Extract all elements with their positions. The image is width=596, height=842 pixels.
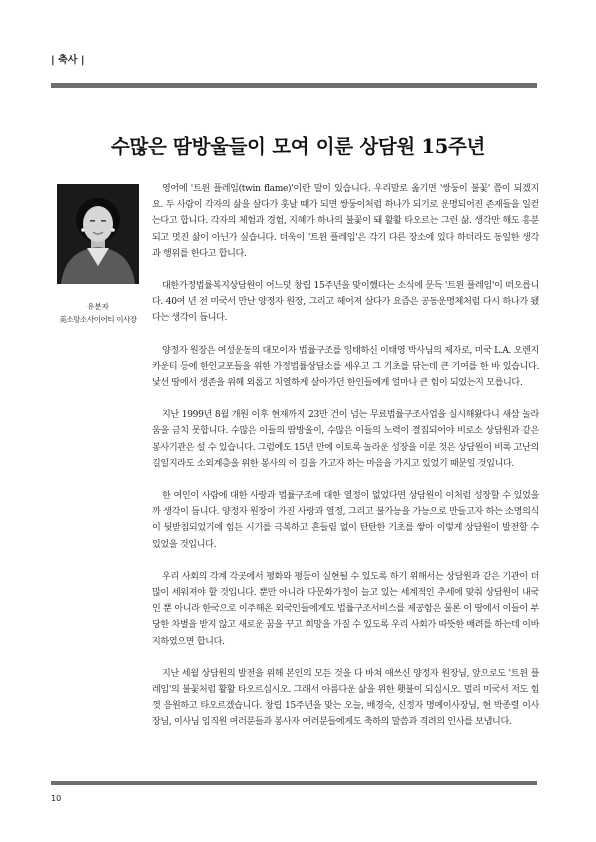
paragraph: 우리 사회의 각계 각곳에서 평화와 평등이 실현될 수 있도록 하기 위해서는 상담원과 같은 기관이 더 많이 세워져야 할 것입니다. 뿐만 아니라 다문화가정이 늘고 있는 세계적인 추세에 맞춰 상담원이 내국인 뿐 아니라 한국으로 이주해온 외국인들에게도 법률구조서비스를 제공함은 물론 이 땅에서 이들이 부당한 차별을 받지 않고 새로운 꿈을 꾸고 희망을 가질 수 있도록 우리 사회가 따뜻한 배려를 하는데 이바지하였으면 합니다. [152,571,539,647]
bottom-divider [51,781,537,785]
section-label: | 축사 | [51,55,85,66]
article-body [152,181,539,731]
paragraph: 한 여인이 사람에 대한 사랑과 법률구조에 대한 열정이 없었다면 상담원이 이처럼 성장할 수 있었을까 생각이 듭니다. 양정자 원장이 가진 사랑과 열정, 그리고 불가능을 가능으로 만들고자 하는 소명의식이 뒷받침되었기에 힘든 시기를 극복하고 흔들림 없이 탄탄한 기초를 쌓아 이렇게 상담원이 발전할 수 있었을 것입니다. [152,491,539,550]
author-photo [57,184,139,284]
paragraph: 양정자 원장은 여성운동의 대모이자 법률구조를 잉태하신 이태영 박사님의 제자로, 미국 L.A. 오렌지카운티 등에 한인교포들을 위한 가정법률상담소를 세우고 그 기초를 닦는데 큰 기여를 한 바 있습니다. 낯선 땅에서 생존을 위해 외롭고 치열하게 살아가던 한인들에게 얼마나 큰 힘이 되었는지 모릅니다. [152,345,539,389]
top-divider [51,83,537,88]
article-title: 수많은 땀방울들이 모여 이룬 상담원 15주년 [110,135,486,159]
paragraph: 대한가정법률복지상담원이 어느덧 창립 15주년을 맞이했다는 소식에 문득 '트윈 플레임'이 떠오릅니다. 40여 년 전 미국서 만난 양정자 원장, 그리고 헤어져 살다가 요즘은 공동운명체처럼 다시 하나가 됐다는 생각이 듭니다. [152,281,539,324]
paragraph: 영어에 '트윈 플레임(twin flame)'이란 말이 있습니다. 우리말로 옮기면 '쌍둥이 불꽃' 쯤이 되겠지요. 두 사람이 각자의 삶을 살다가 훗날 때가 되면 쌍둥이처럼 하나가 되기로 운명되어진 존재들을 일컫는다고 합니다. 각자의 체험과 경험, 지혜가 하나의 불꽃이 돼 활활 타오르는 그런 삶. 생각만 해도 흥분되고 멋진 삶이 아닌가 싶습니다. 더욱이 '트윈 플레임'은 각기 다른 장소에 있다 하더라도 동일한 생각과 행위를 한다고 합니다. [152,184,539,259]
paragraph: 지난 세월 상담원의 발전을 위해 본인의 모든 것을 다 바쳐 애쓰신 양정자 원장님, 앞으로도 '트윈 플레임'의 불꽃처럼 활활 타오르십시오. 그래서 아름다운 삶을 위한 횃불이 되십시오. 멀리 미국서 저도 힘껏 응원하고 타오르겠습니다. 창립 15주년을 맞는 오늘, 배경숙, 신정자 명예이사장님, 현 박종렬 이사장님, 이사님 임직원 여러분들과 봉사자 여러분들에게도 축하의 말씀과 격려의 인사를 보냅니다. [152,668,539,728]
author-name: 유분자 [87,302,109,311]
page-number: 10 [51,794,62,803]
paragraph: 지난 1999년 8월 개원 이후 현재까지 23만 건이 넘는 무료법률구조사업을 실시해왔다니 새삼 놀라움을 금치 못합니다. 수많은 이들의 땀방울이, 수많은 이들의 노력이 결집되어야 비로소 상담원과 같은 봉사기관은 설 수 있습니다. 그럼에도 15년 만에 이토록 놀라운 성장을 이룬 것은 상담원이 비록 고난의 길일지라도 소외계층을 위한 봉사의 이 길을 가고자 하는 마음을 가지고 있었기 때문일 것입니다. [152,410,539,469]
author-role: 美소망소사이어티 이사장 [59,315,137,324]
